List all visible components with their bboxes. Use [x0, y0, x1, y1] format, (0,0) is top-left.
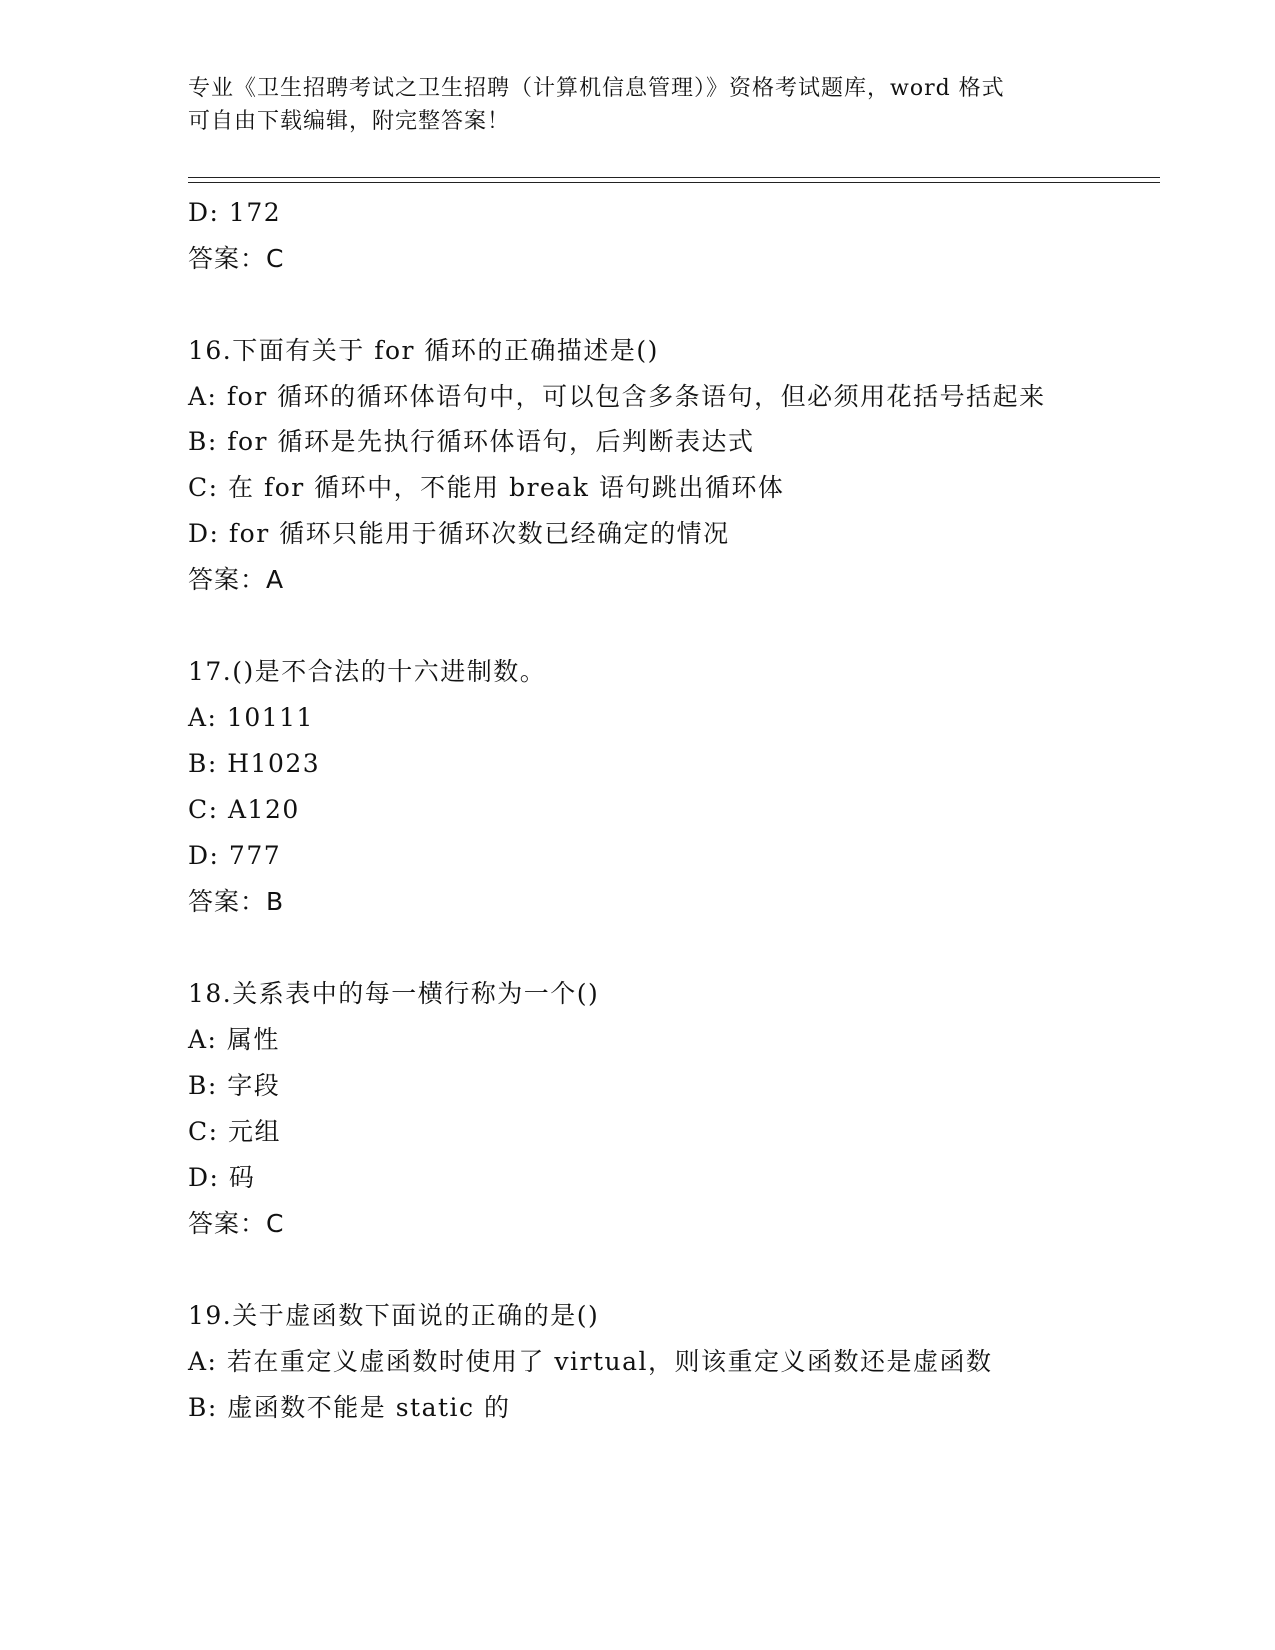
header-line-2: 可自由下载编辑，附完整答案！	[188, 109, 511, 134]
option-b: B: 字段	[188, 1071, 281, 1100]
option-d: D: for 循环只能用于循环次数已经确定的情况	[188, 519, 730, 548]
answer: 答案：C	[188, 1209, 285, 1238]
option-a: A: 10111	[188, 703, 314, 732]
question-stem: 16.下面有关于 for 循环的正确描述是()	[188, 336, 659, 365]
option-a: A: 属性	[188, 1025, 280, 1054]
option-b: B: for 循环是先执行循环体语句，后判断表达式	[188, 427, 755, 456]
option-c: C: A120	[188, 795, 300, 824]
question-18	[188, 971, 1068, 1247]
option-b: B: H1023	[188, 749, 321, 778]
document-header	[188, 72, 1068, 138]
spacer	[188, 603, 1068, 649]
header-divider-bottom	[188, 182, 1160, 183]
question-17	[188, 649, 1068, 925]
option-a: A: for 循环的循环体语句中，可以包含多条语句，但必须用花括号括起来	[188, 382, 1046, 411]
option-c: C: 元组	[188, 1117, 281, 1146]
answer: 答案：B	[188, 887, 285, 916]
prev-question-answer: 答案：C	[188, 244, 285, 273]
spacer	[188, 925, 1068, 971]
question-content	[188, 190, 1068, 1431]
question-stem: 19.关于虚函数下面说的正确的是()	[188, 1301, 600, 1330]
spacer	[188, 1247, 1068, 1293]
question-stem: 17.()是不合法的十六进制数。	[188, 657, 547, 686]
question-stem: 18.关系表中的每一横行称为一个()	[188, 979, 600, 1008]
option-b: B: 虚函数不能是 static 的	[188, 1393, 511, 1422]
question-16	[188, 328, 1068, 603]
option-d: D: 码	[188, 1163, 256, 1192]
spacer	[188, 282, 1068, 328]
header-line-1: 专业《卫生招聘考试之卫生招聘（计算机信息管理）》资格考试题库，word 格式	[188, 76, 1005, 101]
option-a: A: 若在重定义虚函数时使用了 virtual，则该重定义函数还是虚函数	[188, 1347, 993, 1376]
question-19	[188, 1293, 1068, 1431]
answer: 答案：A	[188, 565, 285, 594]
option-d: D: 777	[188, 841, 282, 870]
option-c: C: 在 for 循环中，不能用 break 语句跳出循环体	[188, 473, 785, 502]
header-divider-top	[188, 177, 1160, 178]
prev-question-option-d: D: 172	[188, 198, 282, 227]
